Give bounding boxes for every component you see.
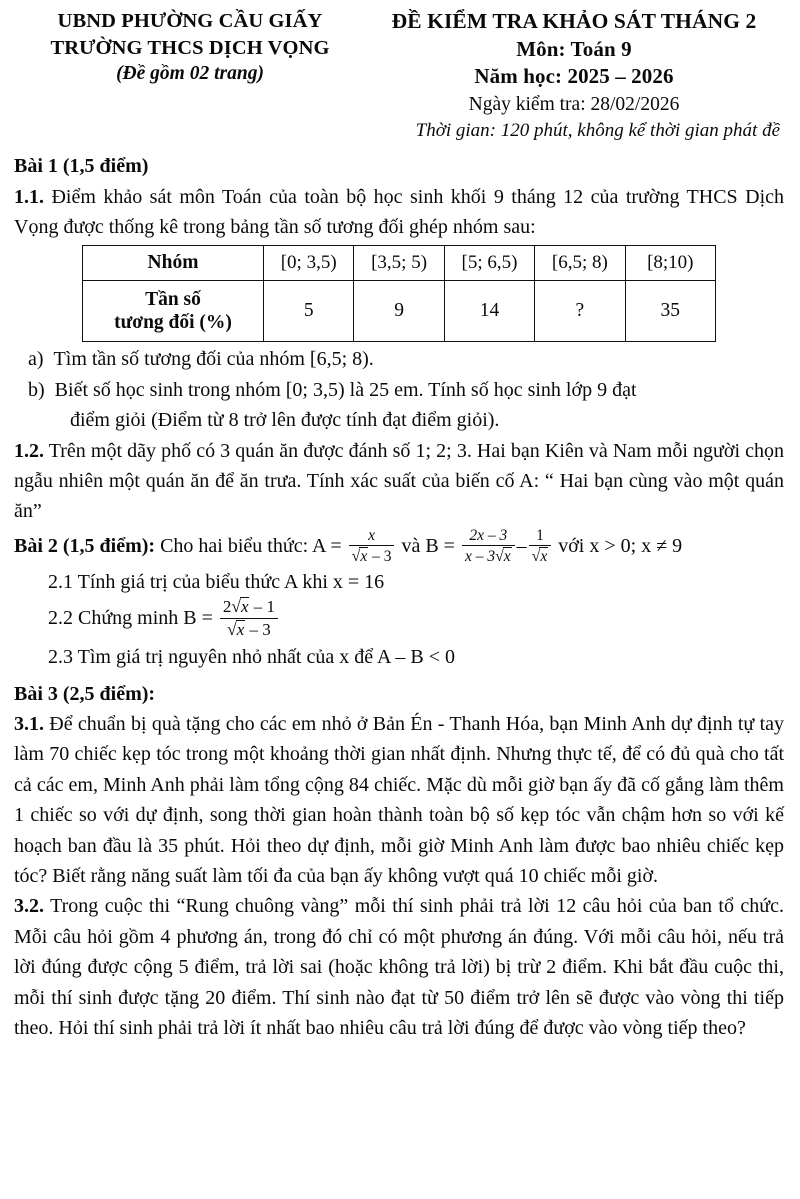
expression-B-second-fraction	[529, 527, 552, 565]
expression-A-den-tail: – 3	[368, 547, 392, 565]
header-right-block	[366, 8, 786, 145]
item-b-marker: b)	[28, 378, 45, 401]
exam-subject: Môn: Toán 9	[516, 36, 632, 61]
exam-date: Ngày kiểm tra: 28/02/2026	[468, 93, 680, 115]
bai2-heading: Bài 2 (1,5 điểm):	[14, 534, 156, 557]
q22-den-tail: – 3	[245, 620, 271, 640]
expression-B1-den-pre: x – 3	[464, 547, 496, 565]
table-row-groups	[83, 246, 716, 281]
question-3-2	[14, 891, 784, 1043]
sqrt-icon: √x	[531, 547, 548, 565]
question-1-2-label: 1.2.	[14, 439, 44, 462]
expression-A-numerator: x	[349, 527, 395, 546]
q22-num-coef: 2	[222, 597, 232, 617]
question-2-2-text: 2.2 Chứng minh B =	[48, 607, 213, 630]
question-1-2	[14, 436, 784, 527]
table-header-relative-frequency	[83, 281, 264, 342]
table-cell-group-4: [8;10)	[625, 246, 715, 281]
q22-num-tail: – 1	[249, 597, 275, 617]
expression-A-denominator	[349, 546, 395, 565]
expression-A-den-radicand: x	[360, 547, 368, 565]
bai2-line	[14, 527, 784, 567]
question-2-2	[14, 598, 784, 640]
expression-B1-denominator	[462, 546, 515, 565]
sqrt-icon: √x	[351, 547, 368, 565]
exam-title: ĐỀ KIỂM TRA KHẢO SÁT THÁNG 2	[391, 9, 757, 33]
bai3-heading: Bài 3 (2,5 điểm):	[14, 682, 156, 705]
frequency-table-wrapper	[14, 245, 784, 342]
question-1-1-text: Điểm khảo sát môn Toán của toàn bộ học sinh khối 9 tháng 12 của trường THCS Dịch Vọng được thống kê trong bảng tần số tương đối ghép nhóm sau:	[14, 185, 784, 238]
question-2-2-fraction	[220, 597, 278, 639]
expression-B-first-fraction	[462, 527, 515, 565]
q22-num-radicand: x	[240, 597, 249, 617]
sqrt-icon: √x	[227, 620, 245, 640]
question-3-2-label: 3.2.	[14, 895, 44, 918]
item-a-text: Tìm tần số tương đối của nhóm [6,5; 8).	[53, 348, 374, 371]
table-cell-value-3: ?	[535, 281, 625, 342]
expression-B2-den-radicand: x	[540, 547, 548, 565]
bai2-intro: Cho hai biểu thức: A =	[155, 534, 342, 557]
expression-B-minus-operator: –	[516, 534, 527, 557]
exam-duration: Thời gian: 120 phút, không kể thời gian phát đề	[415, 120, 780, 142]
sqrt-icon: √x	[495, 547, 511, 565]
table-cell-group-3: [6,5; 8)	[535, 246, 625, 281]
question-1-2-text: Trên một dãy phố có 3 quán ăn được đánh số 1; 2; 3. Hai bạn Kiên và Nam mỗi người chọn ngẫu nhiên một quán ăn để ăn trưa. Tính xác suất của biến cố A: “ Hai bạn cùng vào một quán ăn”	[14, 439, 784, 523]
issuing-authority: UBND PHƯỜNG CẦU GIẤY	[57, 10, 323, 32]
bai2-conjunction: và B =	[401, 534, 455, 557]
expression-B1-numerator: 2x – 3	[462, 527, 515, 546]
bai1-heading: Bài 1 (1,5 điểm)	[14, 155, 149, 178]
table-cell-value-0: 5	[264, 281, 354, 342]
q22-numerator	[220, 597, 278, 619]
q22-den-radicand: x	[236, 620, 245, 640]
question-1-1-item-b	[14, 375, 784, 405]
question-3-1-text: Để chuẩn bị quà tặng cho các em nhỏ ở Bản Én - Thanh Hóa, bạn Minh Anh dự định tự tay làm 70 chiếc kẹp tóc trong một khoảng thời gian nhất định. Nhưng thực tế, để có đủ quà cho tất cả các em, Minh Anh phải làm tổng cộng 84 chiếc. Mặc dù mỗi giờ bạn ấy đã cố gắng làm thêm 1 chiếc so với dự định, song thời gian hoàn thành toàn bộ số kẹp tóc vẫn chậm hơn so với kế hoạch ban đầu là 35 phút. Hỏi theo dự định, mỗi giờ Minh Anh làm được bao nhiêu chiếc kẹp tóc? Biết rằng năng suất làm tối đa của bạn ấy không vượt quá 10 chiếc mỗi giờ.	[14, 713, 784, 888]
document-header	[0, 0, 800, 145]
question-1-1	[14, 182, 784, 243]
table-row-values	[83, 281, 716, 342]
expression-B1-den-radicand: x	[503, 547, 511, 565]
expression-A-fraction	[349, 527, 395, 565]
question-2-3: 2.3 Tìm giá trị nguyên nhỏ nhất của x để A – B < 0	[48, 645, 455, 668]
table-cell-group-2: [5; 6,5)	[444, 246, 534, 281]
page-count-note: (Đề gồm 02 trang)	[116, 63, 264, 85]
expression-B2-denominator	[529, 546, 552, 565]
table-cell-group-1: [3,5; 5)	[354, 246, 444, 281]
expression-condition: với x > 0; x ≠ 9	[558, 534, 683, 557]
sqrt-icon: √x	[231, 597, 249, 617]
header-left-block	[14, 8, 366, 87]
item-a-marker: a)	[28, 348, 44, 371]
question-3-1	[14, 709, 784, 891]
question-1-1-item-b-cont: điểm giỏi (Điểm từ 8 trở lên được tính đạt điểm giỏi).	[70, 409, 500, 432]
exam-body	[0, 151, 800, 1043]
question-3-2-text: Trong cuộc thi “Rung chuông vàng” mỗi thí sinh phải trả lời 12 câu hỏi của ban tổ chức. Mỗi câu hỏi gồm 4 phương án, trong đó chỉ có một phương án đúng. Với mỗi câu hỏi, nếu trả lời đúng được cộng 5 điểm, trả lời sai (hoặc không trả lời) bị trừ 2 điểm. Khi bắt đầu cuộc thi, mỗi thí sinh được tặng 20 điểm. Thí sinh nào đạt từ 50 điểm trở lên sẽ được vào vòng thi tiếp theo. Hỏi thí sinh phải trả lời ít nhất bao nhiêu câu trả lời đúng để được vào vòng tiếp theo?	[14, 895, 784, 1039]
table-cell-value-1: 9	[354, 281, 444, 342]
school-year: Năm học: 2025 – 2026	[474, 64, 674, 89]
expression-B2-numerator: 1	[529, 527, 552, 546]
question-2-1: 2.1 Tính giá trị của biểu thức A khi x = 16	[48, 571, 385, 594]
table-cell-group-0: [0; 3,5)	[264, 246, 354, 281]
school-name: TRƯỜNG THCS DỊCH VỌNG	[50, 36, 330, 59]
row-label-line1: Tần số	[145, 288, 201, 310]
table-cell-value-2: 14	[444, 281, 534, 342]
question-3-1-label: 3.1.	[14, 713, 44, 736]
question-1-1-label: 1.1.	[14, 185, 44, 208]
frequency-table	[82, 245, 716, 342]
table-header-group: Nhóm	[83, 246, 264, 281]
table-cell-value-4: 35	[625, 281, 715, 342]
item-b-text-line1: Biết số học sinh trong nhóm [0; 3,5) là 25 em. Tính số học sinh lớp 9 đạt	[54, 378, 637, 401]
question-1-1-item-a	[14, 344, 784, 374]
row-label-line2: tương đối (%)	[114, 312, 232, 334]
q22-denominator	[220, 619, 278, 640]
